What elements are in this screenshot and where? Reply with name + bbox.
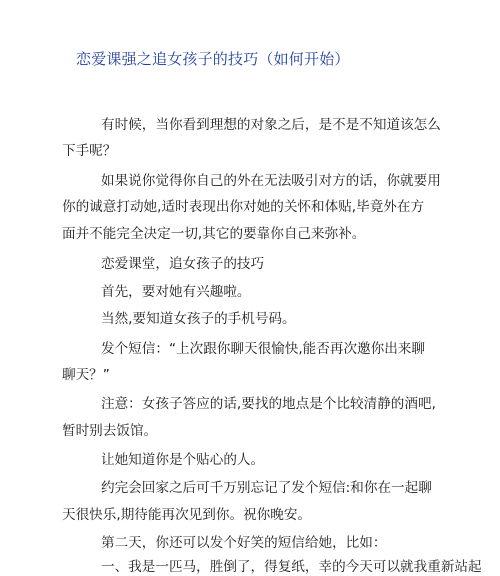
paragraph-line: 有时候，当你看到理想的对象之后，是不是不知道该怎么 (101, 117, 441, 133)
paragraph-line: 你的诚意打动她,适时表现出你对她的关怀和体贴,毕竟外在方 (62, 199, 425, 215)
paragraph-line: 注意：女孩子答应的话,要找的地点是个比较清静的酒吧, (101, 396, 436, 412)
paragraph-line: 约完会回家之后可千万别忘记了发个短信:和你在一起聊 (101, 480, 432, 496)
article-title: 恋爱课强之追女孩子的技巧（如何开始） (76, 50, 350, 68)
paragraph-line: 下手呢？ (62, 143, 117, 159)
paragraph-line: 首先，要对她有兴趣啦。 (101, 284, 251, 300)
paragraph-line: 一、我是一匹马，胜倒了，得复纸，幸的今天可以就我重新站起 (101, 559, 482, 575)
paragraph-line: 暂时别去饭馆。 (62, 423, 158, 439)
paragraph-line: 恋爱课堂，追女孩子的技巧 (101, 256, 265, 272)
paragraph-line: 当然,要知道女孩子的手机号码。 (101, 311, 296, 327)
paragraph-line: 天很快乐,期待能再次见到你。祝你晚安。 (62, 507, 312, 523)
paragraph-line: 聊天？” (62, 367, 110, 383)
paragraph-line: 面并不能完全决定一切,其它的要靠你自己来弥补。 (62, 226, 366, 242)
paragraph-line: 发个短信：“上次跟你聊天很愉快,能否再次邀你出来聊 (101, 341, 426, 357)
paragraph-line: 第二天，你还可以发个好笑的短信给她，比如： (101, 535, 387, 551)
paragraph-line: 如果说你觉得你自己的外在无法吸引对方的话，你就要用 (101, 173, 441, 189)
paragraph-line: 让她知道你是个贴心的人。 (101, 452, 265, 468)
